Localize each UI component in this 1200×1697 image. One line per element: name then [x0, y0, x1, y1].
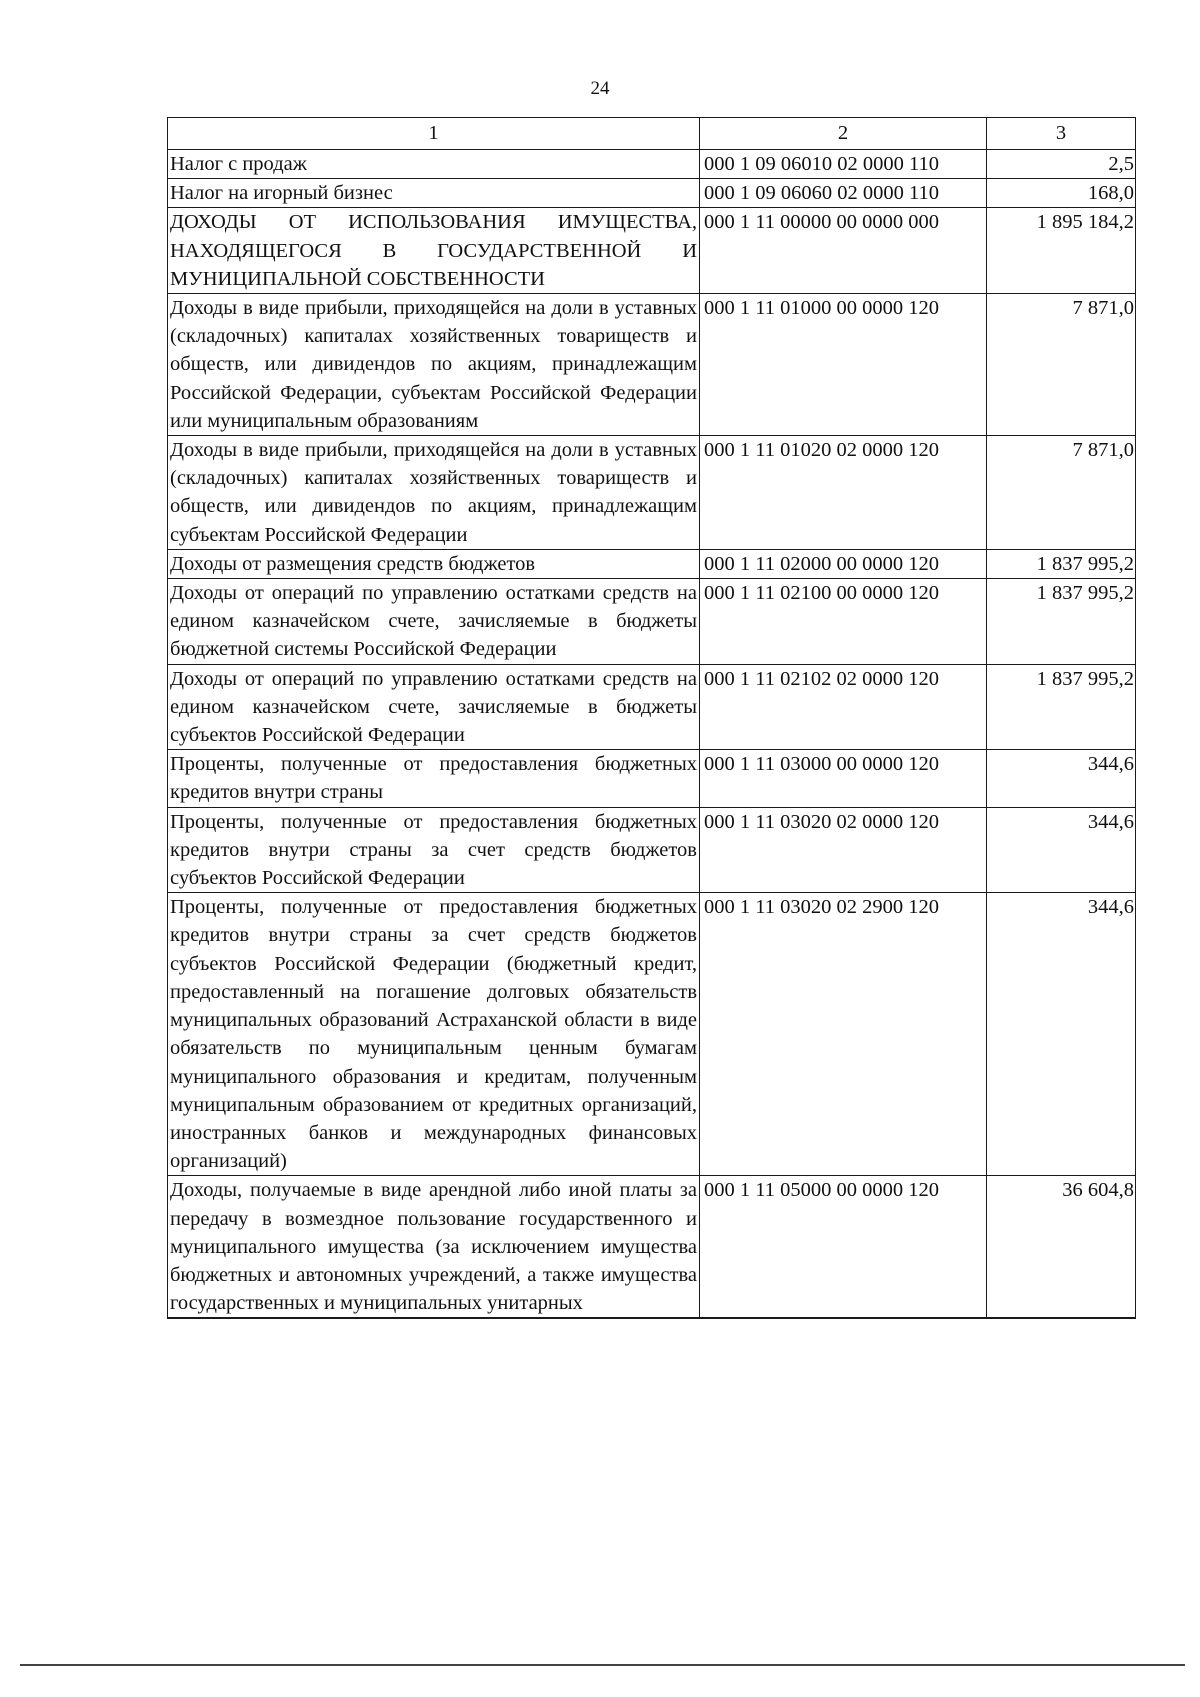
row-name: Проценты, полученные от предоставления бюджетных кредитов внутри страны: [168, 750, 700, 807]
row-amount: 7 871,0: [987, 436, 1136, 550]
table-row: [168, 208, 1136, 294]
row-code: 000 1 11 01000 00 0000 120: [700, 294, 987, 436]
column-header-1: 1: [168, 118, 700, 150]
column-header-3: 3: [987, 118, 1136, 150]
row-amount: 36 604,8: [987, 1176, 1136, 1319]
row-amount: 1 837 995,2: [987, 549, 1136, 578]
row-code: 000 1 11 05000 00 0000 120: [700, 1176, 987, 1319]
table-row: [168, 807, 1136, 893]
row-code: 000 1 11 02000 00 0000 120: [700, 549, 987, 578]
row-name: Проценты, полученные от предоставления бюджетных кредитов внутри страны за счет средств бюджетов субъектов Российской Федерации: [168, 807, 700, 893]
bottom-scan-rule: [20, 1664, 1185, 1666]
row-code: 000 1 11 02102 02 0000 120: [700, 664, 987, 750]
table-row: [168, 150, 1136, 179]
row-code: 000 1 11 03000 00 0000 120: [700, 750, 987, 807]
row-amount: 7 871,0: [987, 294, 1136, 436]
row-name: Доходы от размещения средств бюджетов: [168, 549, 700, 578]
table-row: [168, 549, 1136, 578]
row-name: Доходы от операций по управлению остатками средств на едином казначейском счете, зачисляемые в бюджеты субъектов Российской Федерации: [168, 664, 700, 750]
row-name: Доходы в виде прибыли, приходящейся на доли в уставных (складочных) капиталах хозяйственных товариществ и обществ, или дивидендов по акциям, принадлежащим Российской Федерации, субъектам Российской Федерации или муниципальным образованиям: [168, 294, 700, 436]
table-row: [168, 436, 1136, 550]
row-code: 000 1 11 00000 00 0000 000: [700, 208, 987, 294]
row-amount: 344,6: [987, 893, 1136, 1176]
row-code: 000 1 11 03020 02 2900 120: [700, 893, 987, 1176]
row-code: 000 1 09 06010 02 0000 110: [700, 150, 987, 179]
row-code: 000 1 11 02100 00 0000 120: [700, 579, 987, 665]
table-row: [168, 179, 1136, 208]
row-amount: 1 837 995,2: [987, 664, 1136, 750]
row-name: Доходы в виде прибыли, приходящейся на доли в уставных (складочных) капиталах хозяйственных товариществ и обществ, или дивидендов по акциям, принадлежащим субъектам Российской Федерации: [168, 436, 700, 550]
row-amount: 168,0: [987, 179, 1136, 208]
row-name: Налог с продаж: [168, 150, 700, 179]
row-name: Доходы от операций по управлению остатками средств на едином казначейском счете, зачисляемые в бюджеты бюджетной системы Российской Федерации: [168, 579, 700, 665]
row-amount: 344,6: [987, 807, 1136, 893]
row-amount: 1 895 184,2: [987, 208, 1136, 294]
row-amount: 344,6: [987, 750, 1136, 807]
row-amount: 1 837 995,2: [987, 579, 1136, 665]
row-code: 000 1 11 03020 02 0000 120: [700, 807, 987, 893]
table-row: [168, 750, 1136, 807]
table-row: [168, 294, 1136, 436]
row-name: Налог на игорный бизнес: [168, 179, 700, 208]
table-row: [168, 893, 1136, 1176]
row-code: 000 1 11 01020 02 0000 120: [700, 436, 987, 550]
page-number: 24: [590, 78, 610, 99]
table-row: [168, 664, 1136, 750]
row-name: Проценты, полученные от предоставления бюджетных кредитов внутри страны за счет средств бюджетов субъектов Российской Федерации (бюджетный кредит, предоставленный на погашение долговых обязательств муниципальных образований Астраханской области в виде обязательств по муниципальным ценным бумагам муниципального образования и кредитам, полученным муниципальным образованием от кредитных организаций, иностранных банков и международных финансовых организаций): [168, 893, 700, 1176]
table-row: [168, 579, 1136, 665]
row-amount: 2,5: [987, 150, 1136, 179]
revenue-table: [167, 117, 1136, 1319]
column-header-2: 2: [700, 118, 987, 150]
row-code: 000 1 09 06060 02 0000 110: [700, 179, 987, 208]
table-row: [168, 1176, 1136, 1319]
table-header-row: [168, 118, 1136, 150]
row-name: ДОХОДЫ ОТ ИСПОЛЬЗОВАНИЯ ИМУЩЕСТВА, НАХОДЯЩЕГОСЯ В ГОСУДАРСТВЕННОЙ И МУНИЦИПАЛЬНОЙ СОБСТВЕННОСТИ: [168, 208, 700, 294]
row-name: Доходы, получаемые в виде арендной либо иной платы за передачу в возмездное пользование государственного и муниципального имущества (за исключением имущества бюджетных и автономных учреждений, а также имущества государственных и муниципальных унитарных: [168, 1176, 700, 1319]
